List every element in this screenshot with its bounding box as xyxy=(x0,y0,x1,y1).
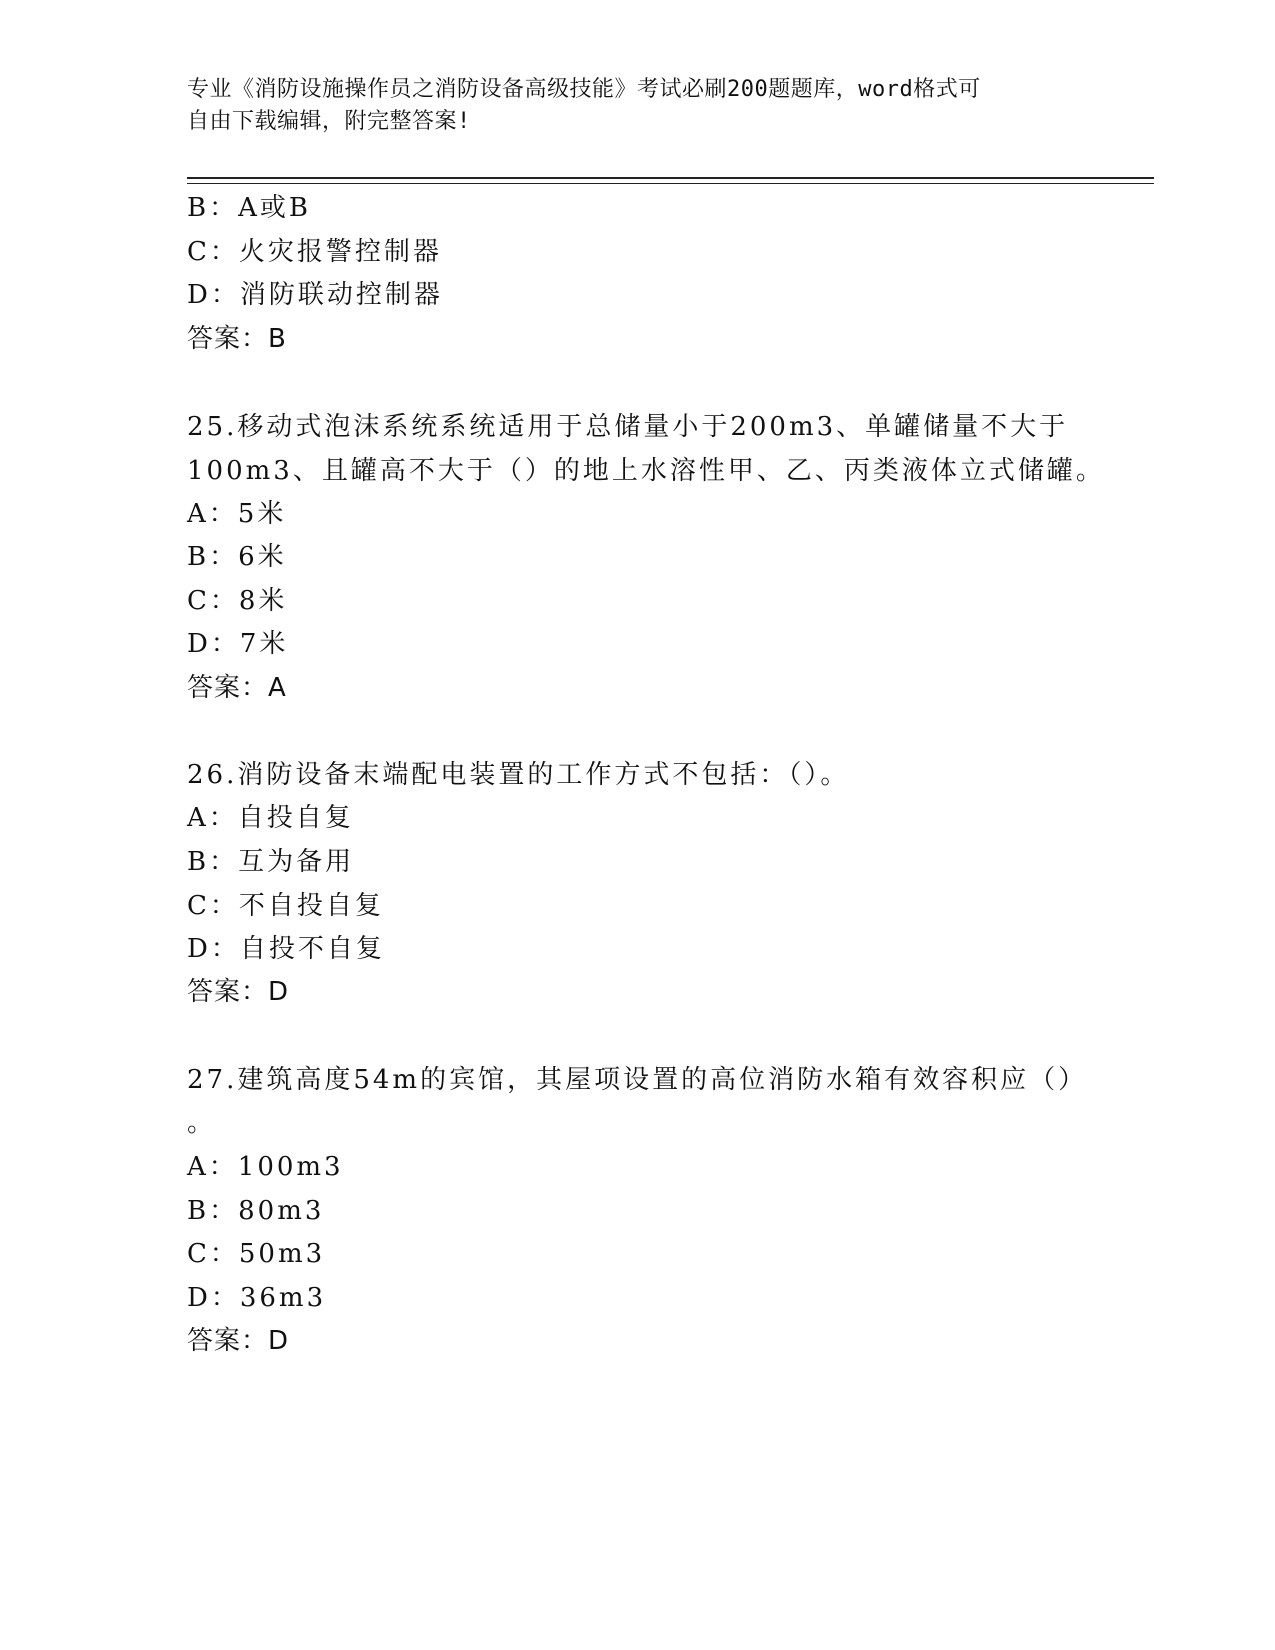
q26-option-a: A：自投自复 xyxy=(187,803,354,833)
q25-answer: 答案：A xyxy=(187,673,287,703)
q26-option-b: B：互为备用 xyxy=(187,847,355,877)
q26-option-c: C：不自投自复 xyxy=(187,891,384,921)
q27-question-line-1: 27.建筑高度54m的宾馆，其屋项设置的高位消防水箱有效容积应（） xyxy=(187,1065,1088,1095)
q24-option-c: C：火灾报警控制器 xyxy=(187,237,442,267)
q24-answer: 答案：B xyxy=(187,324,287,354)
q25-option-c: C：8米 xyxy=(187,586,288,616)
header-rule-thick xyxy=(187,177,1154,179)
q27-question-line-2: 。 xyxy=(187,1108,217,1138)
q27-option-b: B：80m3 xyxy=(187,1196,325,1226)
q27-option-c: C：50m3 xyxy=(187,1239,326,1269)
q25-option-d: D：7米 xyxy=(187,629,289,659)
q25-option-a: A：5米 xyxy=(187,499,287,529)
q25-question-line-2: 100m3、且罐高不大于（）的地上水溶性甲、乙、丙类液体立式储罐。 xyxy=(187,456,1105,486)
q27-answer: 答案：D xyxy=(187,1326,290,1356)
document-header xyxy=(187,74,1067,138)
header-line-1: 专业《消防设施操作员之消防设备高级技能》考试必刷200题题库，word格式可 xyxy=(187,77,981,102)
q24-option-b: B：A或B xyxy=(187,193,311,223)
q25-option-b: B：6米 xyxy=(187,542,287,572)
q27-option-d: D：36m3 xyxy=(187,1283,327,1313)
q27-option-a: A：100m3 xyxy=(187,1152,344,1182)
header-rule-thin xyxy=(187,183,1154,184)
header-line-2: 自由下载编辑，附完整答案! xyxy=(187,109,471,134)
q24-option-d: D：消防联动控制器 xyxy=(187,280,443,310)
q26-question-line-1: 26.消防设备末端配电装置的工作方式不包括：（）。 xyxy=(187,760,850,790)
q26-option-d: D：自投不自复 xyxy=(187,934,385,964)
q25-question-line-1: 25.移动式泡沫系统系统适用于总储量小于200m3、单罐储量不大于 xyxy=(187,412,1069,442)
q26-answer: 答案：D xyxy=(187,977,290,1007)
